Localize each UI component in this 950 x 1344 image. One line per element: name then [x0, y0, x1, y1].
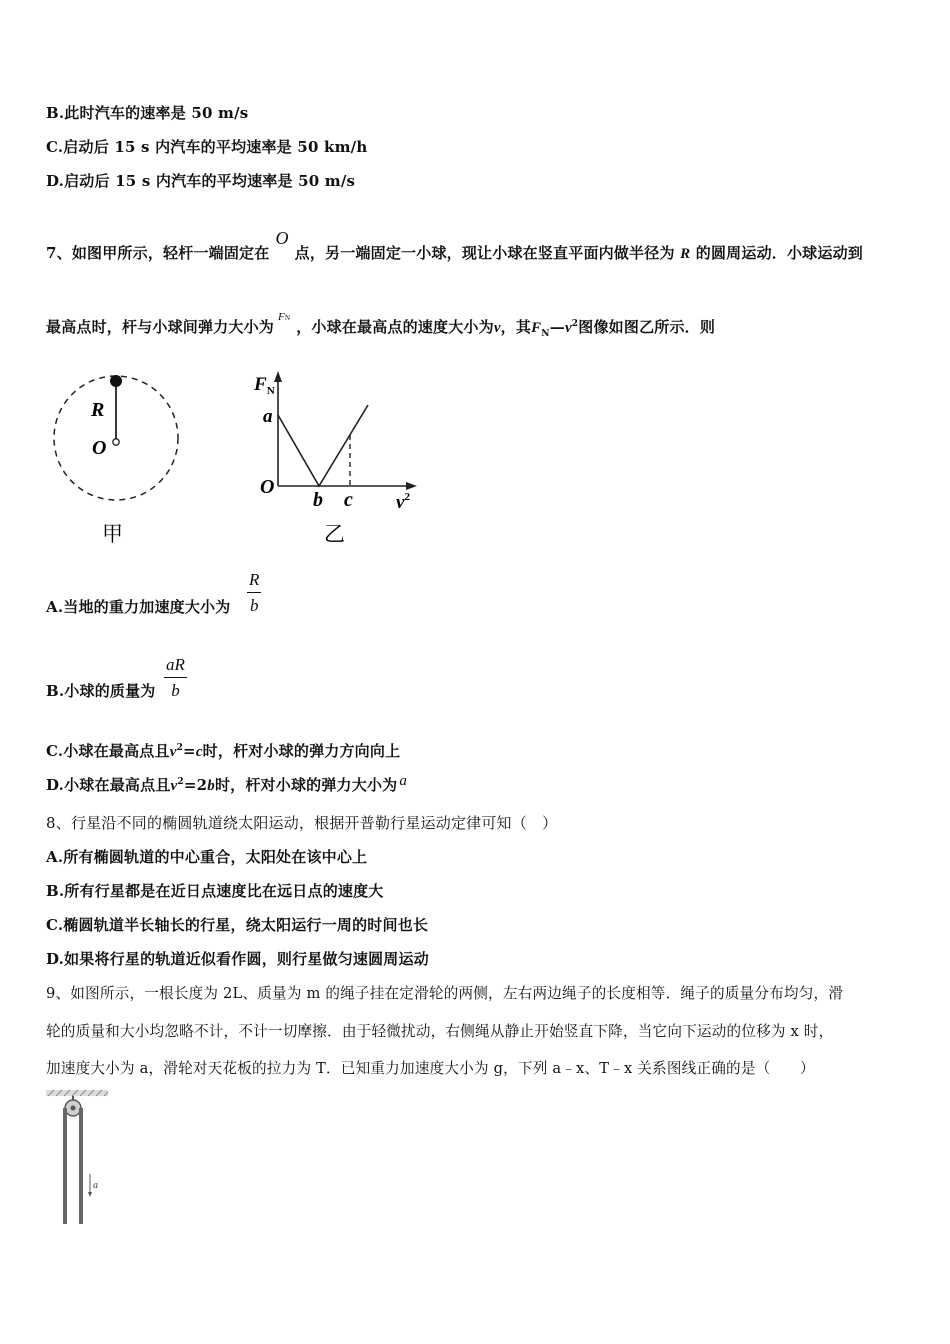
- pulley-figure: [44, 1088, 110, 1230]
- q8-option-a: A.所有椭圆轨道的中心重合，太阳处在该中心上: [46, 848, 368, 866]
- q6-option-c: C.启动后 15 s 内汽车的平均速率是 50 km/h: [46, 138, 368, 156]
- label-r: R: [91, 399, 105, 421]
- q7-option-a: A.当地的重力加速度大小为: [46, 598, 231, 616]
- q7-text-c: 的圆周运动．小球运动到: [695, 244, 863, 262]
- q7-option-d: D.小球在最高点且$v^2=2b$时，杆对小球的弹力大小为 a: [46, 773, 408, 794]
- q9-stem-line3: 加速度大小为 a，滑轮对天花板的拉力为 T．已知重力加速度大小为 g，下列 a﹣x、T﹣x 关系图线正确的是（ ）: [46, 1060, 815, 1077]
- fraction-r-over-b: R b: [249, 570, 260, 615]
- a-label: a: [263, 406, 273, 427]
- q8-option-b: B.所有行星都是在近日点速度比在远日点的速度大: [46, 882, 384, 900]
- q8-option-c: C.椭圆轨道半长轴长的行星，绕太阳运行一周的时间也长: [46, 916, 429, 934]
- label-o: O: [92, 437, 107, 459]
- q7-option-c: C.小球在最高点且$v^2=c$时，杆对小球的弹力方向向上: [46, 742, 401, 760]
- caption-yi: 乙: [324, 522, 345, 546]
- q6-option-d: D.启动后 15 s 内汽车的平均速率是 50 m/s: [46, 172, 356, 190]
- b-label: b: [313, 489, 323, 511]
- q7-stem-line1: [46, 228, 863, 263]
- acceleration-label: a: [93, 1180, 98, 1191]
- acceleration-arrowhead: [88, 1192, 92, 1197]
- pivot: [113, 439, 119, 445]
- q7-option-b: B.小球的质量为: [46, 682, 156, 700]
- fn-v2-graph: [278, 405, 368, 486]
- q8-stem: 8、行星沿不同的椭圆轨道绕太阳运动，根据开普勒行星运动定律可知（ ）: [46, 814, 558, 832]
- x-label: $v^2$: [396, 491, 410, 513]
- fraction-ar-over-b: aR b: [166, 655, 185, 700]
- v-symbol: v: [493, 320, 501, 336]
- q8-option-d: D.如果将行星的轨道近似看作圆，则行星做匀速圆周运动: [46, 950, 429, 968]
- figure-yi: [250, 368, 430, 553]
- q7-text-g: 图像如图乙所示．则: [578, 318, 716, 336]
- q9-stem-line1: 9、如图所示，一根长度为 2L、质量为 m 的绳子挂在定滑轮的两侧，左右两边绳子的长度相等．绳子的质量分布均匀，滑: [46, 985, 844, 1002]
- q7-text-d: 最高点时，杆与小球间弹力大小为: [46, 318, 275, 336]
- x-arrow: [406, 482, 417, 490]
- origin-label: O: [260, 476, 275, 498]
- pulley-axle: [71, 1106, 76, 1111]
- c-label: c: [344, 489, 353, 511]
- q7-text-b: 点，另一端固定一小球，现让小球在竖直平面内做半径为: [294, 244, 675, 262]
- q6-option-b: B.此时汽车的速率是 50 m/s: [46, 104, 249, 122]
- point-o-symbol: O: [275, 228, 289, 248]
- q7-stem-line2: 最高点时，杆与小球间弹力大小为FN ，小球在最高点的速度大小为v，其$F_N—v^2$图像如图乙所示．则: [46, 311, 716, 339]
- y-arrow: [274, 371, 282, 382]
- q9-stem-line2: 轮的质量和大小均忽略不计，不计一切摩擦．由于轻微扰动，右侧绳从静止开始竖直下降，当它向下运动的位移为 x 时，: [46, 1023, 834, 1040]
- radius-symbol: R: [680, 246, 691, 262]
- ball: [110, 375, 122, 387]
- figure-jia: [46, 368, 196, 553]
- fn-symbol: FN: [278, 311, 291, 323]
- y-label: $F_N$: [254, 374, 275, 397]
- caption-jia: 甲: [102, 522, 123, 546]
- q7-text-a: 7、如图甲所示，轻杆一端固定在: [46, 244, 270, 262]
- q7-text-e: ，小球在最高点的速度大小为: [296, 318, 494, 336]
- q7-text-f: ，其: [500, 318, 532, 336]
